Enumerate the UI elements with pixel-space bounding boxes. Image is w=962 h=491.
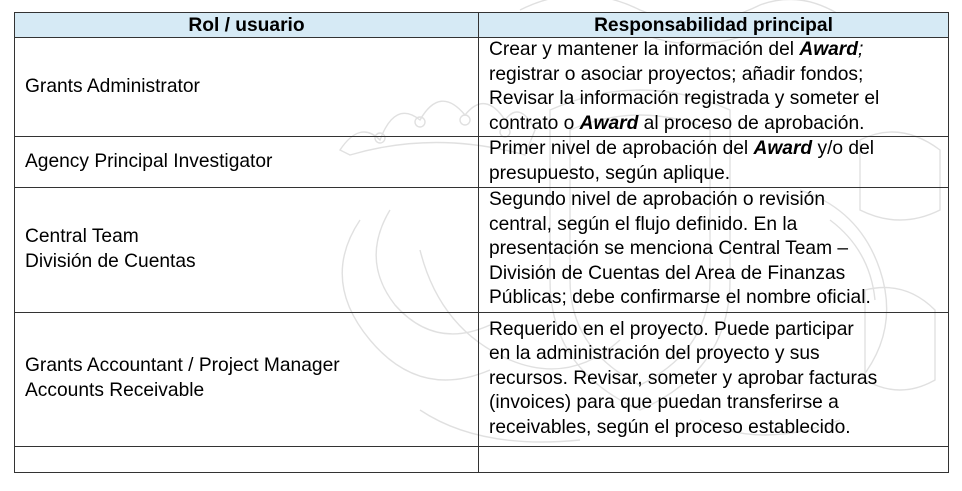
responsibility-text: Públicas; debe confirmarse el nombre oficial. (489, 287, 871, 309)
responsibility-text: en la administración del proyecto y sus (489, 343, 820, 365)
responsibility-text-tail: ; (857, 39, 864, 60)
responsibility-text: Crear y mantener la información del (489, 39, 800, 60)
responsibility-text: Segundo nivel de aprobación o revisión (489, 189, 826, 211)
responsibility-line (489, 318, 948, 343)
responsibility-cell (479, 312, 949, 446)
role-text: Grants Accountant / Project Manager (25, 355, 340, 377)
role-cell (15, 446, 479, 472)
responsibility-text: División de Cuentas del Area de Finanzas (489, 262, 846, 284)
role-text: Accounts Receivable (25, 380, 205, 402)
responsibility-cell (479, 137, 949, 187)
responsibility-text: Requerido en el proyecto. Puede participar (489, 318, 854, 340)
responsibility-cell (479, 446, 949, 472)
responsibility-line (489, 262, 948, 287)
responsibility-line (489, 63, 948, 88)
responsibility-text: (invoices) para que puedan transferirse a (489, 392, 839, 414)
role-cell (15, 187, 479, 312)
header-responsibility: Responsabilidad principal (479, 13, 949, 38)
table-header-row (15, 13, 949, 38)
table-row (15, 187, 949, 312)
table-row (15, 137, 949, 187)
role-cell (15, 312, 479, 446)
responsibility-line (489, 367, 948, 392)
roles-table (14, 12, 949, 473)
responsibility-text: central, según el flujo definido. En la (489, 213, 798, 235)
responsibility-text: registrar o asociar proyectos; añadir fondos; (489, 63, 864, 85)
table-row (15, 446, 949, 472)
responsibility-text: receivables, según el proceso establecido. (489, 416, 851, 438)
responsibility-line (489, 112, 948, 137)
responsibility-cell (479, 187, 949, 312)
role-text: Grants Administrator (25, 75, 200, 97)
responsibility-line (489, 237, 948, 262)
responsibility-line (489, 391, 948, 416)
role-cell (15, 38, 479, 137)
responsibility-text: recursos. Revisar, someter y aprobar facturas (489, 367, 878, 389)
responsibility-line (489, 342, 948, 367)
responsibility-text: presupuesto, según aplique. (489, 162, 731, 184)
award-term: Award (799, 39, 858, 60)
header-role: Rol / usuario (15, 13, 479, 38)
table-row (15, 312, 949, 446)
award-term: Award (753, 138, 813, 160)
role-text: Agency Principal Investigator (25, 150, 273, 172)
responsibility-line (489, 137, 948, 162)
table-row (15, 38, 949, 137)
responsibility-line (489, 87, 948, 112)
responsibility-line (489, 416, 948, 441)
role-text: División de Cuentas (25, 250, 196, 272)
responsibility-line (489, 286, 948, 311)
role-cell (15, 137, 479, 187)
responsibility-line (489, 188, 948, 213)
responsibility-text: presentación se menciona Central Team – (489, 238, 849, 260)
responsibility-line (489, 213, 948, 238)
award-term: Award (579, 112, 639, 134)
responsibility-text-tail: al proceso de aprobación. (638, 112, 865, 134)
responsibility-line (489, 162, 948, 187)
responsibility-cell (479, 38, 949, 137)
responsibility-text: Primer nivel de aprobación del (489, 138, 754, 160)
responsibility-text: contrato o (489, 112, 580, 134)
responsibility-text: Revisar la información registrada y someter el (489, 88, 880, 110)
role-text: Central Team (25, 225, 139, 247)
responsibility-line (489, 38, 948, 63)
responsibility-text-tail: y/o del (812, 138, 875, 160)
